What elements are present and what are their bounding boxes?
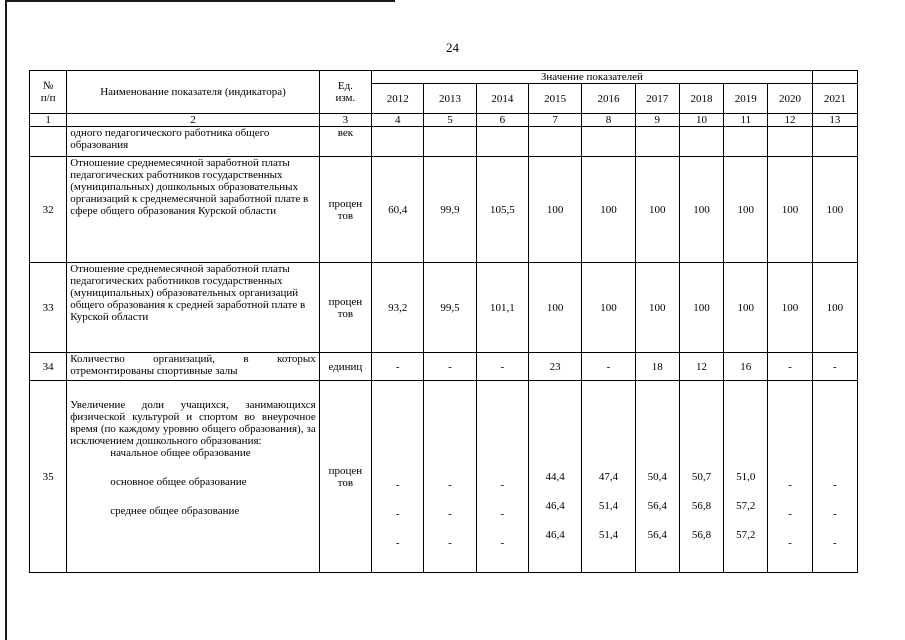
value-cell: 18 [635,353,679,381]
index-cell: 6 [476,114,528,127]
subrow-label: начальное общее образование [110,447,251,459]
col-num-header: № п/п [30,71,67,114]
year-cell: 2017 [635,84,679,114]
value-cell: - [500,479,505,491]
year-cell: 2019 [724,84,768,114]
indicator-unit: век [319,127,371,157]
value-cell: 46,4 [545,529,565,541]
value-column [582,381,635,573]
value-cell: - [788,537,792,549]
indicator-name: Отношение среднемесячной заработной платы педагогических работников государственных (муниципальных) образовательных организаций общего образования к средней заработной плате в Курской области [67,263,320,353]
value-cell: 57,2 [736,500,756,512]
value-cell: 46,4 [545,500,565,512]
value-cell: 100 [582,157,635,263]
value-column [679,381,723,573]
value-cell [372,127,424,157]
value-cell [476,127,528,157]
year-cell: 2020 [768,84,812,114]
table-row [30,127,858,157]
indicator-name: Отношение среднемесячной заработной платы педагогических работников государственных (муниципальных) дошкольных образовательных организаций к среднемесячной заработной плате в сфере общего образования Курской области [67,157,320,263]
value-cell: - [833,479,837,491]
value-cell: 51,4 [598,500,619,512]
value-cell: - [395,479,400,491]
index-cell: 4 [372,114,424,127]
value-cell: 100 [679,263,723,353]
value-cell: 101,1 [476,263,528,353]
value-cell: 56,4 [647,529,667,541]
table-row [30,263,858,353]
value-cell: - [500,508,505,520]
value-cell: 100 [679,157,723,263]
index-cell: 1 [30,114,67,127]
value-cell: - [833,537,837,549]
value-cell: 100 [724,157,768,263]
row-num: 34 [30,353,67,381]
value-cell: - [500,537,505,549]
value-cell: 100 [528,263,581,353]
value-cell: 99,5 [424,263,476,353]
year-cell: 2015 [528,84,581,114]
value-cell: 12 [679,353,723,381]
value-cell [768,127,812,157]
index-cell: 7 [528,114,581,127]
index-row [30,114,858,127]
year-cell: 2021 [812,84,857,114]
value-cell: 93,2 [372,263,424,353]
value-cell: - [372,353,424,381]
value-cell [635,127,679,157]
scan-border-left [5,0,7,640]
index-cell: 11 [724,114,768,127]
value-cell: - [812,353,857,381]
year-cell: 2014 [476,84,528,114]
value-cell [724,127,768,157]
value-column [528,381,581,573]
value-cell: 50,7 [691,471,712,483]
value-cell: 56,8 [691,529,712,541]
value-cell: 100 [635,263,679,353]
value-cell: - [424,353,476,381]
value-cell: 23 [528,353,581,381]
col-unit-header: Ед. изм. [319,71,371,114]
indicators-table [29,70,858,573]
value-cell: 100 [768,263,812,353]
value-cell: 60,4 [372,157,424,263]
indicator-unit: единиц [319,353,371,381]
year-cell: 2018 [679,84,723,114]
year-cell: 2013 [424,84,476,114]
row-num: 32 [30,157,67,263]
value-cell: 100 [812,157,857,263]
value-cell: 100 [528,157,581,263]
page-number: 24 [446,40,459,55]
value-column [812,381,857,573]
index-cell: 12 [768,114,812,127]
row-num: 35 [30,381,67,573]
value-cell: - [833,508,837,520]
indicator-unit: процен тов [319,263,371,353]
value-cell [679,127,723,157]
value-cell: 51,0 [736,471,756,483]
indicator-name: одного педагогического работника общего образования [67,127,320,157]
value-cell: - [448,537,452,549]
index-cell: 5 [424,114,476,127]
table-row [30,157,858,263]
table-row [30,353,858,381]
scan-border-top [5,0,395,2]
col-name-header: Наименование показателя (индикатора) [67,71,320,114]
value-cell: - [448,479,452,491]
value-cell: - [788,508,792,520]
value-cell: 51,4 [598,529,619,541]
value-column [635,381,679,573]
indicator-name: Количество организаций, в которых отремонтированы спортивные залы [67,353,320,381]
value-cell: - [582,353,635,381]
value-column [768,381,812,573]
value-cell: 50,4 [647,471,667,483]
value-cell: - [395,508,400,520]
subrow-label: среднее общее образование [110,505,240,517]
value-cell: 105,5 [476,157,528,263]
index-cell: 3 [319,114,371,127]
indicator-name-text: Увеличение доли учащихся, занимающихся физической культурой и спортом во внеурочное время (по каждому уровню общего образования), за исключением дошкольного образования: [70,399,316,447]
row-num [30,127,67,157]
value-cell: 57,2 [736,529,756,541]
value-column [724,381,768,573]
values-title-end [812,71,857,84]
value-cell: - [448,508,452,520]
values-title: Значение показателей [372,71,813,84]
subrow-label: основное общее образование [110,476,247,488]
value-cell [528,127,581,157]
indicator-unit: процен тов [319,157,371,263]
value-column [476,381,528,573]
value-cell: 100 [724,263,768,353]
value-column [424,381,476,573]
value-cell [582,127,635,157]
value-cell: 44,4 [545,471,565,483]
index-cell: 8 [582,114,635,127]
value-cell: 56,8 [691,500,712,512]
row-num: 33 [30,263,67,353]
value-cell: 100 [635,157,679,263]
index-cell: 10 [679,114,723,127]
value-cell [812,127,857,157]
value-cell: - [476,353,528,381]
indicator-name [67,381,320,573]
index-cell: 9 [635,114,679,127]
value-cell: 47,4 [598,471,619,483]
value-cell: 56,4 [647,500,667,512]
index-cell: 13 [812,114,857,127]
value-cell: 99,9 [424,157,476,263]
value-cell: 100 [582,263,635,353]
value-cell: - [395,537,400,549]
value-cell: 100 [768,157,812,263]
year-cell: 2012 [372,84,424,114]
year-cell: 2016 [582,84,635,114]
value-cell [424,127,476,157]
value-cell: 100 [812,263,857,353]
value-cell: 16 [724,353,768,381]
value-cell: - [788,479,792,491]
value-cell: - [768,353,812,381]
index-cell: 2 [67,114,320,127]
table-row [30,381,858,573]
value-column [372,381,424,573]
indicator-unit: процен тов [319,381,371,573]
